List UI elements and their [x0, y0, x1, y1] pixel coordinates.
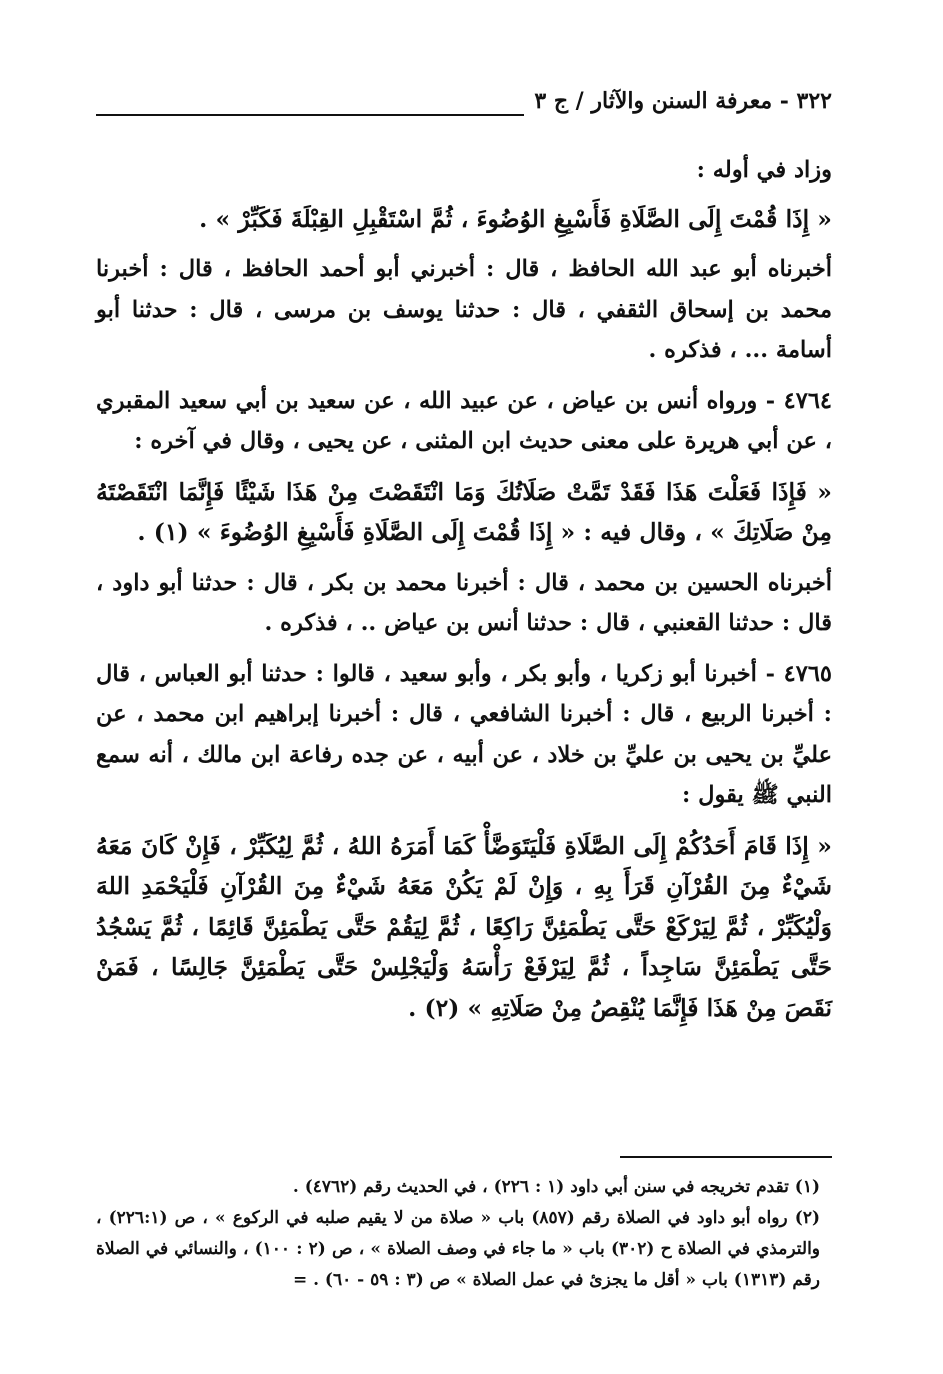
main-text [96, 150, 832, 1038]
footnote-1: (١) تقدم تخريجه في سنن أبي داود (١ : ٢٢٦) ، في الحديث رقم (٤٧٦٢) . [292, 1177, 820, 1197]
hadith-4765: ٤٧٦٥ - أخبرنا أبو زكريا ، وأبو بكر ، وأبو سعيد ، قالوا : حدثنا أبو العباس ، قال : أخبرنا الربيع ، قال : أخبرنا الشافعي ، قال : أخبرنا إبراهيم ابن محمد ، عن عليِّ بن يحيى بن عليِّ بن خلاد ، عن أبيه ، عن جده رفاعة ابن مالك ، أنه سمع النبي ﷺ يقول : [96, 660, 832, 808]
isnad-paragraph-1: أخبرناه أبو عبد الله الحافظ ، قال : أخبرني أبو أحمد الحافظ ، قال : أخبرنا محمد بن إسحاق الثقفي ، قال : حدثنا يوسف بن مرسى ، قال : حدثنا أبو أسامة ... ، فذكره . [96, 256, 832, 363]
footnotes [96, 1172, 832, 1296]
running-header: ٣٢٢ - معرفة السنن والآثار / ج ٣ [524, 86, 832, 116]
hadith-4764: ٤٧٦٤ - ورواه أنس بن عياض ، عن عبيد الله ، عن سعيد بن أبي سعيد المقبري ، عن أبي هريرة على معنى حديث ابن المثنى ، عن يحيى ، وقال في آخره : [96, 387, 832, 454]
footnote-2: (٢) رواه أبو داود في الصلاة رقم (٨٥٧) باب « صلاة من لا يقيم صلبه في الركوع » ، ص (٢٢٦:١) ، والترمذي في الصلاة ح (٣٠٢) باب « ما جاء في وصف الصلاة » ، ص (٢ : ١٠٠) ، والنسائي في الصلاة رقم (١٣١٣) باب « أقل ما يجزئ في عمل الصلاة » ص (٣ : ٥٩ - ٦٠) . = [96, 1208, 820, 1290]
page-header [96, 86, 832, 122]
footnote-rule [620, 1156, 832, 1158]
hadith-quote-2: « فَإِذَا فَعَلْتَ هَذَا فَقَدْ تَمَّتْ صَلَاتُكَ وَمَا انْتَقَصْتَ مِنْ هَذَا شَيْئًا فَإِنَّمَا انْتَقَصْتَهُ مِنْ صَلَاتِكَ » ، وقال فيه : « إِذَا قُمْتَ إِلَى الصَّلَاةِ فَأَسْبِغِ الوُضُوءَ » (١) . [96, 477, 832, 546]
hadith-quote-1: « إِذَا قُمْتَ إِلَى الصَّلَاةِ فَأَسْبِغِ الوُضُوءَ ، ثُمَّ اسْتَقْبِلِ القِبْلَةَ فَكَبِّرْ » . [199, 204, 832, 233]
paragraph-addition-note: وزاد في أوله : [696, 157, 832, 183]
isnad-paragraph-2: أخبرناه الحسين بن محمد ، قال : أخبرنا محمد بن بكر ، قال : حدثنا أبو داود ، قال : حدثنا القعنبي ، قال : حدثنا أنس بن عياض .. ، فذكره . [96, 569, 832, 636]
hadith-quote-3: « إِذَا قَامَ أَحَدُكُمْ إِلَى الصَّلَاةِ فَلْيَتَوَضَّأْ كَمَا أَمَرَهُ اللهُ ، ثُمَّ لِيُكَبِّرْ ، فَإِنْ كَانَ مَعَهُ شَيْءٌ مِنَ القُرْآنِ قَرَأَ بِهِ ، وَإِنْ لَمْ يَكُنْ مَعَهُ شَيْءٌ مِنَ القُرْآنِ فَلْيَحْمَدِ اللهَ وَلْيُكَبِّرْ ، ثُمَّ لِيَرْكَعْ حَتَّى يَطْمَئِنَّ رَاكِعًا ، ثُمَّ لِيَقُمْ حَتَّى يَطْمَئِنَّ قَائِمًا ، ثُمَّ يَسْجُدُ حَتَّى يَطْمَئِنَّ سَاجِداً ، ثُمَّ لِيَرْفَعْ رَأْسَهُ وَلْيَجْلِسْ حَتَّى يَطْمَئِنَّ جَالِسًا ، فَمَنْ نَقَصَ مِنْ هَذَا فَإِنَّمَا يُنْقِصُ مِنْ صَلَاتِهِ » (٢) . [96, 831, 832, 1022]
